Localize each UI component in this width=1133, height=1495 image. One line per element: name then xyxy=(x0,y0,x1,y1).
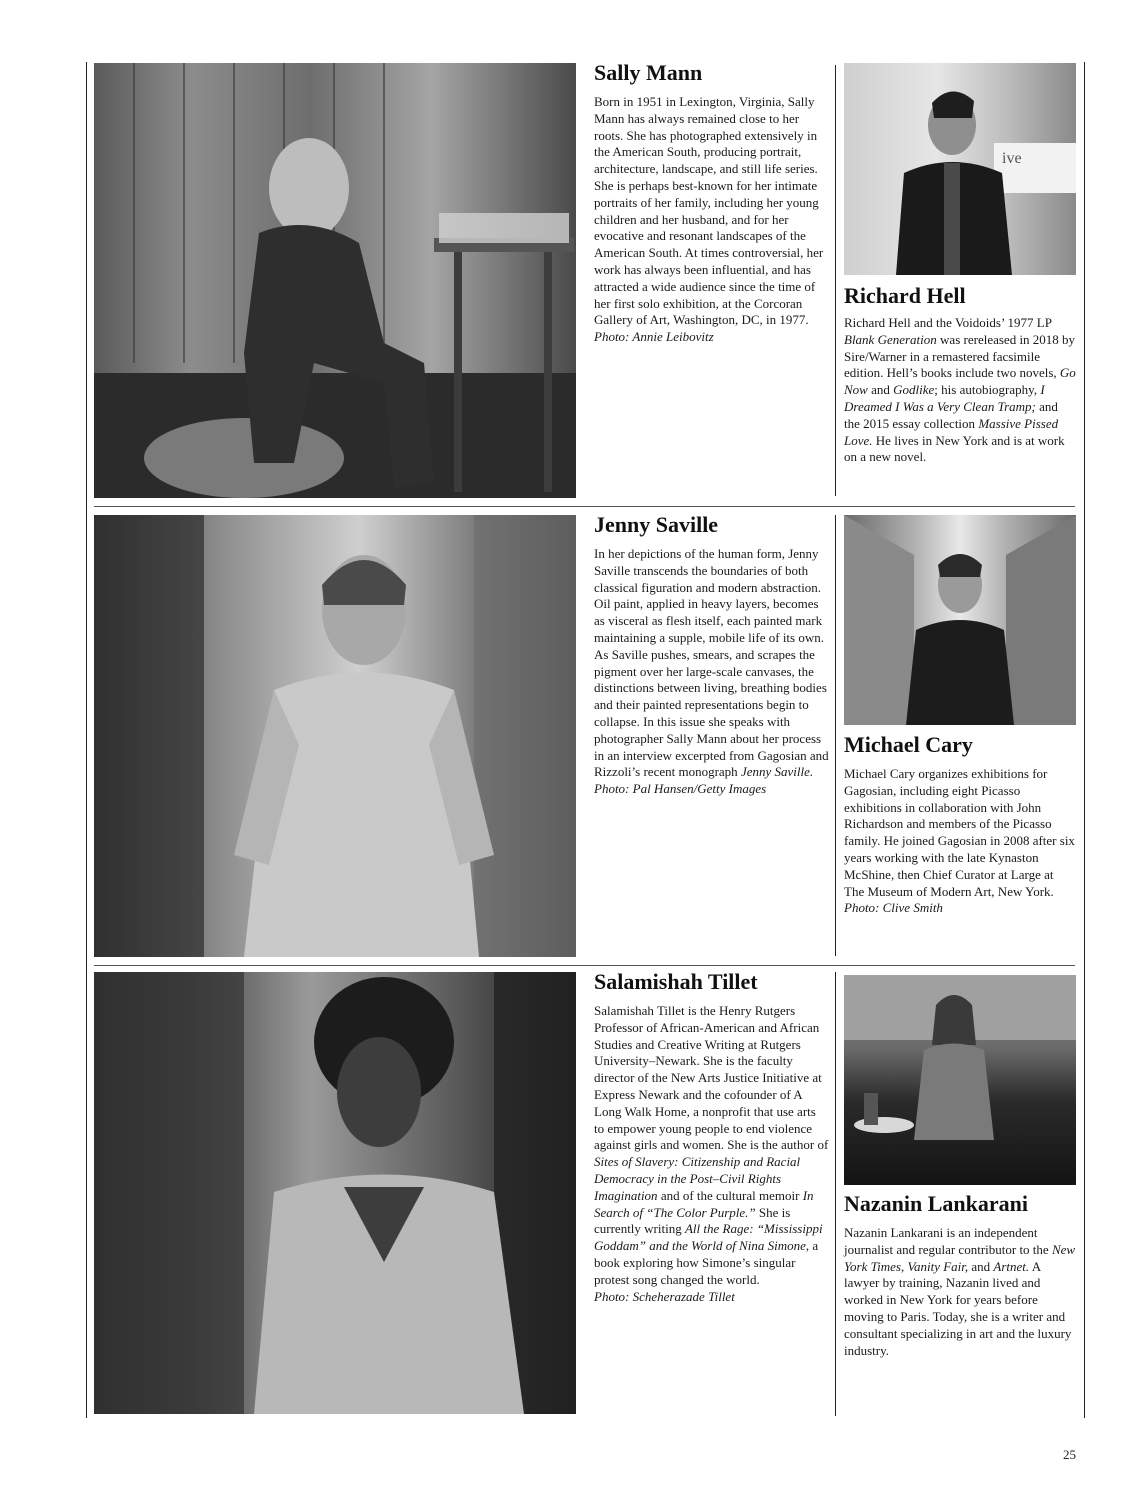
richard-hell-bio-title: I Dreamed I Was a Very Clean Tramp; xyxy=(844,382,1045,414)
nazanin-lankarani-bio xyxy=(844,1225,1076,1359)
richard-hell-photo xyxy=(844,63,1076,275)
richard-hell-bio-title: Blank Generation xyxy=(844,331,937,347)
page-number: 25 xyxy=(1063,1447,1076,1462)
salamishah-tillet-bio-part: , a book exploring how Simone’s singular protest song changed the world. xyxy=(594,1238,819,1287)
nazanin-lankarani-bio-part: A lawyer by training, Nazanin lived and worked in New York for years before moving to Paris. Today, she is a writer and consultant specializing in art and the luxury industry. xyxy=(844,1258,1072,1358)
sally-mann-name: Sally Mann xyxy=(594,60,703,85)
page-right-rule xyxy=(1084,62,1085,1418)
richard-hell-bio-title: Massive Pissed Love. xyxy=(844,415,1059,448)
salamishah-tillet-bio-title: All the Rage: “Mississippi Goddam” and the World of Nina Simone xyxy=(594,1221,823,1254)
nazanin-lankarani-bio-part: , xyxy=(900,1258,908,1274)
sally-mann-photo-credit: Photo: Annie Leibovitz xyxy=(594,329,714,345)
sally-mann-bio-text: Born in 1951 in Lexington, Virginia, Sally Mann has always remained close to her roots. She has photographed extensively in the American South, producing portrait, architecture, landscape, and still life series. She is perhaps best-known for her intimate portraits of her family, including her young children and her husband, and for her evocative and resonant landscapes of the American South. At times controversial, her work has always been influential, and has attracted a wide audience since the time of her first solo exhibition, at the Corcoran Gallery of Art, Washington, DC, in 1977. xyxy=(594,94,824,328)
salamishah-tillet-bio-part: and of the cultural memoir xyxy=(657,1187,803,1203)
michael-cary-photo xyxy=(844,515,1076,725)
richard-hell-bio-part: Richard Hell and the Voidoids’ 1977 LP xyxy=(844,315,1052,330)
richard-hell-bio-part: was rereleased in 2018 by Sire/Warner in a remastered facsimile edition. Hell’s books include two novels, xyxy=(844,331,1076,381)
nazanin-lankarani-bio-part: Nazanin Lankarani is an independent journalist and regular contributor to the xyxy=(844,1225,1052,1257)
salamishah-tillet-bio-title: In Search of “The Color Purple.” xyxy=(594,1187,814,1220)
salamishah-tillet-bio-title: Sites of Slavery: Citizenship and Racial Democracy in the Post–Civil Rights Imagination xyxy=(594,1154,801,1203)
sally-mann-photo xyxy=(94,63,576,498)
column-rule-row1 xyxy=(835,65,836,496)
salamishah-tillet-bio xyxy=(594,1003,829,1305)
richard-hell-bio-part: and xyxy=(867,382,894,398)
column-rule-row3 xyxy=(835,972,836,1416)
column-rule-row2 xyxy=(835,515,836,956)
michael-cary-bio xyxy=(844,766,1076,917)
richard-hell-bio-title: Go Now xyxy=(844,365,1076,398)
jenny-saville-photo-credit: Photo: Pal Hansen/Getty Images xyxy=(594,781,767,797)
richard-hell-name: Richard Hell xyxy=(844,283,966,308)
row-divider-2 xyxy=(94,965,1075,966)
nazanin-lankarani-photo xyxy=(844,975,1076,1185)
nazanin-lankarani-name: Nazanin Lankarani xyxy=(844,1191,1028,1216)
jenny-saville-bio xyxy=(594,546,829,798)
jenny-saville-name: Jenny Saville xyxy=(594,512,719,537)
richard-hell-bio-title: Godlike xyxy=(893,382,935,398)
jenny-saville-bio-title: Jenny Saville. xyxy=(740,764,814,780)
richard-hell-bio-part: ; his autobiography, xyxy=(934,382,1041,398)
jenny-saville-bio-text: In her depictions of the human form, Jenny Saville transcends the boundaries of both classical figuration and modern abstraction. Oil paint, applied in heavy layers, becomes as visceral as flesh itself, each painted mark maintaining a supple, mobile life of its own. As Saville pushes, smears, and scrapes the pigment over her large-scale canvases, the distinctions between living, breathing bodies and their painted representations begin to collapse. In this issue she speaks with photographer Sally Mann about her process in an interview excerpted from Gagosian and Rizzoli’s recent monograph xyxy=(594,546,829,780)
row-divider-1 xyxy=(94,506,1075,507)
salamishah-tillet-name: Salamishah Tillet xyxy=(594,969,758,994)
salamishah-tillet-photo xyxy=(94,972,576,1414)
nazanin-lankarani-bio-title: Artnet. xyxy=(993,1258,1030,1274)
photo-sign-text: ive xyxy=(1002,150,1022,167)
salamishah-tillet-photo-credit: Photo: Scheherazade Tillet xyxy=(594,1288,735,1304)
jenny-saville-photo xyxy=(94,515,576,957)
salamishah-tillet-bio-part: She is currently writing xyxy=(594,1204,791,1237)
richard-hell-bio xyxy=(844,315,1076,466)
nazanin-lankarani-bio-title: Vanity Fair, xyxy=(907,1258,969,1274)
richard-hell-bio-part: He lives in New York and is at work on a new novel. xyxy=(844,432,1065,465)
sally-mann-bio xyxy=(594,94,829,346)
michael-cary-photo-credit: Photo: Clive Smith xyxy=(844,900,943,916)
richard-hell-bio-part: and the 2015 essay collection xyxy=(844,398,1058,431)
page-left-rule xyxy=(86,62,87,1418)
nazanin-lankarani-bio-part: and xyxy=(968,1258,994,1274)
michael-cary-name: Michael Cary xyxy=(844,732,973,757)
nazanin-lankarani-bio-title: New York Times xyxy=(844,1241,1076,1274)
michael-cary-bio-text: Michael Cary organizes exhibitions for Gagosian, including eight Picasso exhibitions in collaboration with John Richardson and members of the Picasso family. He joined Gagosian in 2008 after six years working with the late Kynaston McShine, then Chief Curator at Large at The Museum of Modern Art, New York. xyxy=(844,766,1075,899)
salamishah-tillet-bio-part: Salamishah Tillet is the Henry Rutgers Professor of African-American and African Studies and Creative Writing at Rutgers University–Newark. She is the faculty director of the New Arts Justice Initiative at Express Newark and the cofounder of A Long Walk Home, a nonprofit that use arts to empower young people to end violence against girls and women. She is the author of xyxy=(594,1003,829,1153)
